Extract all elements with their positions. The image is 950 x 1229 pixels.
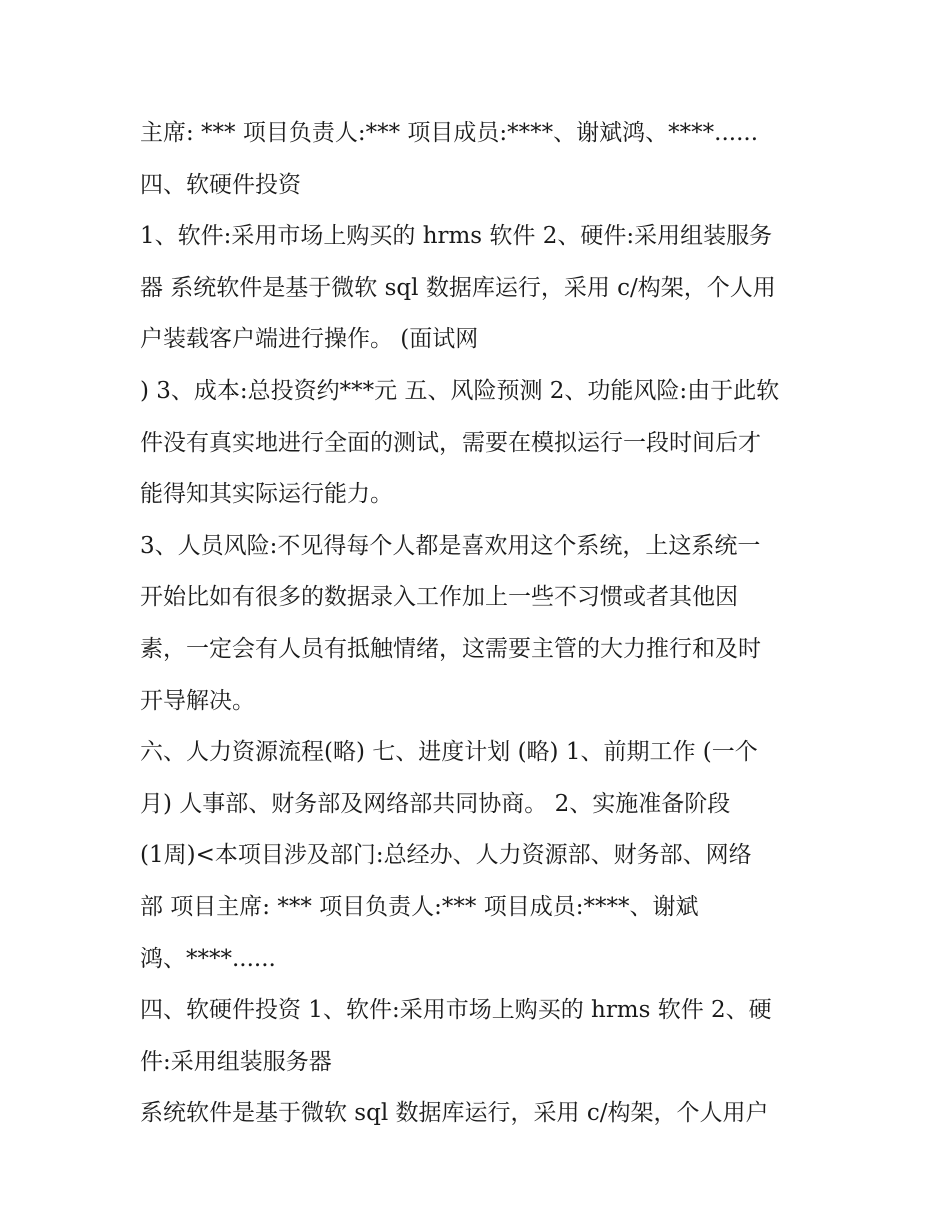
text-line: 六、人力资源流程(略) 七、进度计划 (略) 1、前期工作 (一个	[140, 739, 758, 766]
text-line: 件:采用组装服务器	[140, 1048, 332, 1075]
text-line: 月) 人事部、财务部及网络部共同协商。 2、实施准备阶段	[140, 790, 731, 817]
text-line: 主席: *** 项目负责人:*** 项目成员:****、谢斌鸿、****......	[140, 120, 759, 146]
section-heading: 四、软硬件投资	[140, 171, 301, 198]
text-line: 件没有真实地进行全面的测试，需要在模拟运行一段时间后才	[140, 429, 761, 456]
text-line: 1、软件:采用市场上购买的 hrms 软件 2、硬件:采用组装服务	[140, 223, 773, 250]
text-line: 3、人员风险:不见得每个人都是喜欢用这个系统，上这系统一	[140, 532, 761, 559]
text-line: 部 项目主席: *** 项目负责人:*** 项目成员:****、谢斌	[140, 893, 699, 920]
text-line: 四、软硬件投资 1、软件:采用市场上购买的 hrms 软件 2、硬	[140, 997, 772, 1024]
text-line: 系统软件是基于微软 sql 数据库运行，采用 c/构架，个人用户	[140, 1100, 769, 1127]
text-line: 开导解决。	[140, 687, 255, 714]
text-line: ) 3、成本:总投资约***元 五、风险预测 2、功能风险:由于此软	[140, 377, 780, 404]
text-line: 开始比如有很多的数据录入工作加上一些不习惯或者其他因	[140, 584, 738, 611]
text-line: 户装载客户端进行操作。 (面试网	[140, 326, 479, 353]
text-line: 素，一定会有人员有抵触情绪，这需要主管的大力推行和及时	[140, 635, 761, 662]
text-line: 器 系统软件是基于微软 sql 数据库运行，采用 c/构架，个人用	[140, 274, 776, 301]
document-body	[140, 108, 820, 1140]
text-line: 鸿、****......	[140, 945, 276, 972]
text-line: 能得知其实际运行能力。	[140, 481, 393, 508]
text-line: (1周)<本项目涉及部门:总经办、人力资源部、财务部、网络	[140, 842, 752, 869]
